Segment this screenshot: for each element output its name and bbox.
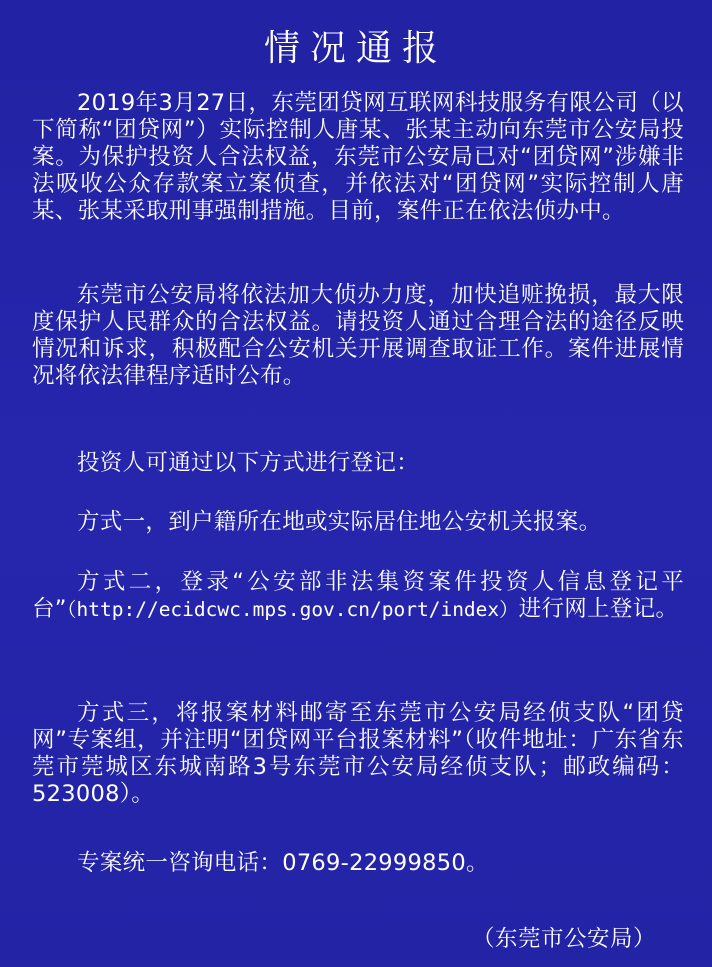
method-two-end: 进行网上登记。 [518,596,679,622]
issuer-signature: （东莞市公安局） [471,926,656,952]
paragraph-hotline: 专案统一咨询电话：0769-22999850。 [77,850,489,876]
notice-title: 情况通报 [263,28,448,70]
paragraph-registration-intro: 投资人可通过以下方式进行登记： [77,450,420,476]
paragraph-method-two [32,569,684,623]
paragraph-method-one: 方式一，到户籍所在地或实际居住地公安机关报案。 [77,509,602,535]
paragraph-method-three: 方式三，将报案材料邮寄至东莞市公安局经侦支队“团贷网”专案组，并注明“团贷网平台报案材料”（收件地址：广东省东莞市莞城区东城南路3号东莞市公安局经侦支队；邮政编码：523008）。 [32,700,684,807]
registration-url: （http://ecidcwc.mps.gov.cn/port/index） [66,598,519,621]
paragraph-investigation-statement: 东莞市公安局将依法加大侦办力度，加快追赃挽损，最大限度保护人民群众的合法权益。请投资人通过合理合法的途径反映情况和诉求，积极配合公安机关开展调查取证工作。案件进展情况将依法律程序适时公布。 [32,282,684,389]
paragraph-case-summary: 2019年3月27日，东莞团贷网互联网科技服务有限公司（以下简称“团贷网”）实际控制人唐某、张某主动向东莞市公安局投案。为保护投资人合法权益，东莞市公安局已对“团贷网”涉嫌非法吸收公众存款案立案侦查，并依法对“团贷网”实际控制人唐某、张某采取刑事强制措施。目前，案件正在依法侦办中。 [32,90,684,224]
method-two-text: 方式二，登录“公安部非法集资案件投资人信息登记平台” [32,569,684,622]
